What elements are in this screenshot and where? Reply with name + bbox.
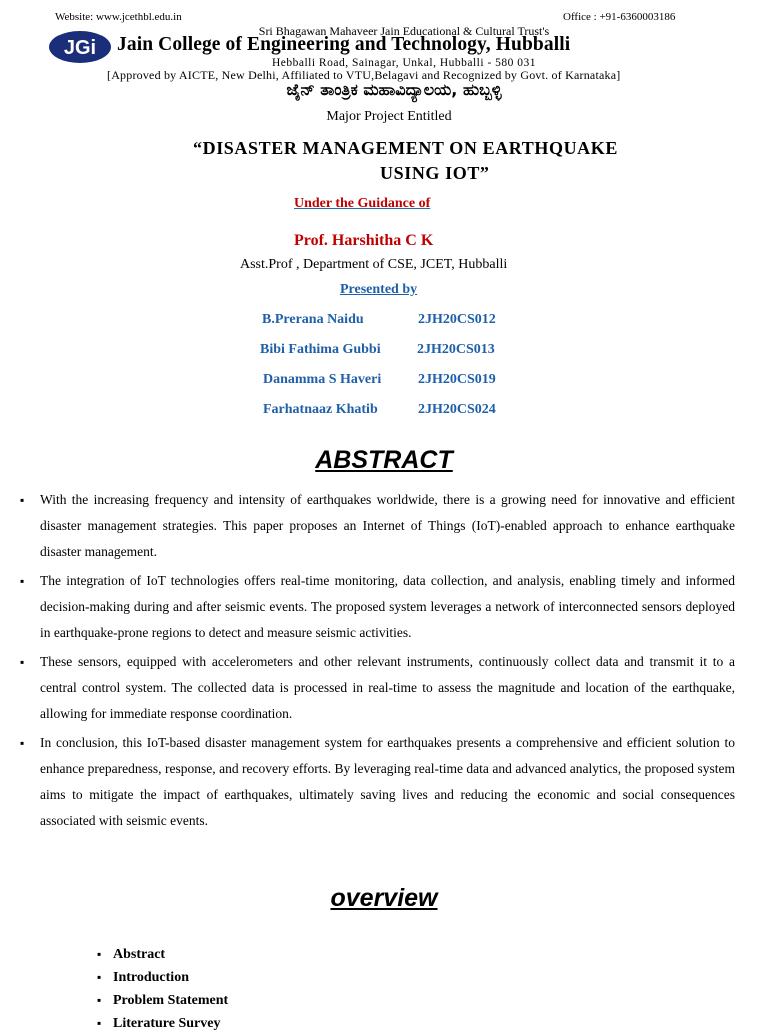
overview-item: ▪ Abstract — [97, 943, 228, 966]
student-usn: 2JH20CS012 — [418, 312, 496, 327]
college-name: Jain College of Engineering and Technology, Hubballi — [117, 34, 571, 55]
approval-text: [Approved by AICTE, New Delhi, Affiliated to VTU,Belagavi and Recognized by Govt. of Karnataka] — [107, 68, 621, 82]
abstract-point: ▪ With the increasing frequency and intensity of earthquakes worldwide, there is a growing need for innovative and efficient disaster management strategies. This paper proposes an Internet of Things (IoT)-enabled approach to enhance earthquake disaster management. — [20, 487, 735, 565]
student-usn: 2JH20CS024 — [418, 402, 496, 417]
abstract-point: ▪ In conclusion, this IoT-based disaster management system for earthquakes presents a comprehensive and efficient solution to enhance preparedness, response, and recovery efforts. By leveraging real-time data and advanced analytics, the proposed system aims to mitigate the impact of earthquakes, ultimately saving lives and reducing the economic and social consequences associated with seismic events. — [20, 730, 735, 834]
logo-text: JGi — [63, 37, 97, 59]
student-usn: 2JH20CS013 — [417, 342, 495, 357]
student-name: Danamma S Haveri — [263, 372, 382, 387]
student-name: Bibi Fathima Gubbi — [260, 342, 381, 357]
student-usn: 2JH20CS019 — [418, 372, 496, 387]
office-phone-text: Office : +91-6360003186 — [563, 11, 676, 23]
college-address: Hebballi Road, Sainagar, Unkal, Hubballi - 580 031 — [271, 57, 537, 69]
abstract-list — [20, 487, 735, 837]
abstract-point: ▪ The integration of IoT technologies offers real-time monitoring, data collection, and analysis, enabling timely and informed decision-making during and after seismic events. The proposed system leverages a network of interconnected sensors deployed in earthquake-prone regions to detect and measure seismic activities. — [20, 568, 735, 646]
overview-heading: overview — [330, 884, 438, 912]
guide-name: Prof. Harshitha C K — [294, 232, 434, 249]
guidance-label: Under the Guidance of — [294, 196, 431, 211]
project-title-line1: “DISASTER MANAGEMENT ON EARTHQUAKE — [193, 138, 618, 158]
abstract-heading: ABSTRACT — [315, 446, 453, 474]
kannada-college-name: ಜೈನ್ ತಾಂತ್ರಿಕ ಮಹಾವಿದ್ಯಾಲಯ, ಹುಬ್ಬಳ್ಳಿ — [286, 80, 502, 99]
student-name: B.Prerana Naidu — [262, 312, 364, 327]
website-text: Website: www.jcethbl.edu.in — [55, 11, 182, 23]
abstract-point: ▪ These sensors, equipped with accelerometers and other relevant instruments, continuously collect data and transmit it to a central control system. The collected data is processed in real-time to assess the magnitude and location of the earthquake, allowing for immediate response coordination. — [20, 649, 735, 727]
guide-department: Asst.Prof , Department of CSE, JCET, Hubballi — [240, 257, 508, 272]
student-name: Farhatnaaz Khatib — [263, 402, 378, 417]
presented-by-label: Presented by — [340, 282, 418, 297]
overview-item: ▪ Problem Statement — [97, 989, 228, 1012]
project-subtitle: Major Project Entitled — [326, 109, 452, 124]
trust-name: Sri Bhagawan Mahaveer Jain Educational & Cultural Trust's — [258, 24, 550, 38]
overview-item: ▪ Literature Survey — [97, 1012, 228, 1035]
overview-list — [97, 943, 228, 1035]
project-title-line2: USING IOT” — [380, 163, 490, 183]
overview-item: ▪ Introduction — [97, 966, 228, 989]
